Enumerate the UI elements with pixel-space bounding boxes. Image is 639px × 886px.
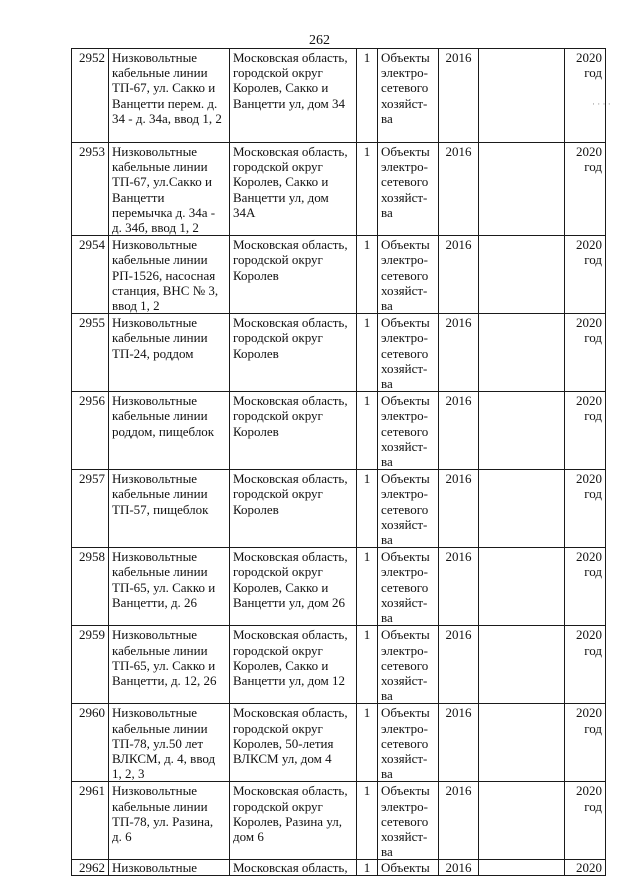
object-name: Низковольтные кабельные линии ТП-78, ул. Разина, д. 6 (109, 782, 230, 860)
year: 2016 (439, 860, 479, 876)
object-address: Московская область, городской округ Королев, Сакко и Ванцетти ул, дом 34 (230, 49, 357, 143)
quantity: 1 (357, 782, 378, 860)
quantity: 1 (357, 49, 378, 143)
object-category: Объекты электро-сетевого хозяйст-ва (378, 470, 439, 548)
row-number: 2962 (72, 860, 109, 876)
object-name: Низковольтные кабельные линии роддом, пищеблок (109, 392, 230, 470)
term: 2020 год (565, 314, 606, 392)
object-address: Московская область, городской округ Королев (230, 392, 357, 470)
year: 2016 (439, 236, 479, 314)
table-row (72, 782, 606, 860)
registry-table (71, 48, 606, 876)
term: 2020 год (565, 548, 606, 626)
table-row (72, 548, 606, 626)
object-address: Московская область, городской округ Королев (230, 470, 357, 548)
empty-cell (479, 704, 565, 782)
object-name: Низковольтные кабельные линии РП-1526, насосная станция, ВНС № 3, ввод 1, 2 (109, 236, 230, 314)
row-number: 2955 (72, 314, 109, 392)
term: 2020 год (565, 392, 606, 470)
table-row (72, 49, 606, 143)
quantity: 1 (357, 236, 378, 314)
table-row (72, 704, 606, 782)
row-number: 2952 (72, 49, 109, 143)
empty-cell (479, 782, 565, 860)
table-row (72, 143, 606, 236)
object-address: Московская область, городской округ Королев, Сакко и Ванцетти ул, дом 26 (230, 548, 357, 626)
object-category: Объекты электро-сетевого хозяйст-ва (378, 782, 439, 860)
empty-cell (479, 236, 565, 314)
year: 2016 (439, 548, 479, 626)
empty-cell (479, 143, 565, 236)
row-number: 2961 (72, 782, 109, 860)
table-row (72, 470, 606, 548)
object-category: Объекты электро-сетевого хозяйст-ва (378, 626, 439, 704)
quantity: 1 (357, 314, 378, 392)
object-name: Низковольтные кабельные линии ТП-65, ул. Сакко и Ванцетти, д. 26 (109, 548, 230, 626)
term: 2020 год (565, 704, 606, 782)
quantity: 1 (357, 626, 378, 704)
object-category: Объекты электро-сетевого хозяйст-ва (378, 704, 439, 782)
year: 2016 (439, 782, 479, 860)
term: 2020 год (565, 143, 606, 236)
quantity: 1 (357, 392, 378, 470)
empty-cell (479, 314, 565, 392)
table-row (72, 314, 606, 392)
object-address: Московская область, (230, 860, 357, 876)
table-row (72, 860, 606, 876)
term: 2020 год (565, 626, 606, 704)
object-category: Объекты (378, 860, 439, 876)
year: 2016 (439, 470, 479, 548)
row-number: 2956 (72, 392, 109, 470)
object-name: Низковольтные кабельные линии ТП-24, роддом (109, 314, 230, 392)
row-number: 2958 (72, 548, 109, 626)
object-name: Низковольтные кабельные линии ТП-65, ул. Сакко и Ванцетти, д. 12, 26 (109, 626, 230, 704)
quantity: 1 (357, 470, 378, 548)
table-row (72, 392, 606, 470)
row-number: 2960 (72, 704, 109, 782)
quantity: 1 (357, 548, 378, 626)
year: 2016 (439, 626, 479, 704)
page-number: 262 (309, 33, 330, 48)
object-category: Объекты электро-сетевого хозяйст-ва (378, 143, 439, 236)
row-number: 2957 (72, 470, 109, 548)
empty-cell (479, 49, 565, 143)
object-category: Объекты электро-сетевого хозяйст-ва (378, 236, 439, 314)
term: 2020 год (565, 470, 606, 548)
term: 2020 год (565, 236, 606, 314)
year: 2016 (439, 49, 479, 143)
quantity: 1 (357, 704, 378, 782)
table-row (72, 236, 606, 314)
year: 2016 (439, 704, 479, 782)
quantity: 1 (357, 143, 378, 236)
object-name: Низковольтные кабельные линии ТП-78, ул.50 лет ВЛКСМ, д. 4, ввод 1, 2, 3 (109, 704, 230, 782)
object-name: Низковольтные кабельные линии ТП-57, пищеблок (109, 470, 230, 548)
empty-cell (479, 860, 565, 876)
object-address: Московская область, городской округ Королев, 50-летия ВЛКСМ ул, дом 4 (230, 704, 357, 782)
object-address: Московская область, городской округ Королев (230, 314, 357, 392)
empty-cell (479, 548, 565, 626)
year: 2016 (439, 314, 479, 392)
term: 2020 (565, 860, 606, 876)
object-name: Низковольтные кабельные линии ТП-67, ул.Сакко и Ванцетти перемычка д. 34а - д. 34б, ввод 1, 2 (109, 143, 230, 236)
object-address: Московская область, городской округ Королев, Сакко и Ванцетти ул, дом 34А (230, 143, 357, 236)
registry-table-body (72, 49, 606, 876)
term: 2020 год (565, 49, 606, 143)
object-category: Объекты электро-сетевого хозяйст-ва (378, 49, 439, 143)
row-number: 2954 (72, 236, 109, 314)
object-address: Московская область, городской округ Королев, Сакко и Ванцетти ул, дом 12 (230, 626, 357, 704)
object-name: Низковольтные (109, 860, 230, 876)
object-name: Низковольтные кабельные линии ТП-67, ул. Сакко и Ванцетти перем. д. 34 - д. 34а, ввод 1, 2 (109, 49, 230, 143)
empty-cell (479, 626, 565, 704)
object-category: Объекты электро-сетевого хозяйст-ва (378, 548, 439, 626)
year: 2016 (439, 392, 479, 470)
empty-cell (479, 470, 565, 548)
empty-cell (479, 392, 565, 470)
row-number: 2953 (72, 143, 109, 236)
object-address: Московская область, городской округ Королев, Разина ул, дом 6 (230, 782, 357, 860)
object-address: Московская область, городской округ Королев (230, 236, 357, 314)
quantity: 1 (357, 860, 378, 876)
row-number: 2959 (72, 626, 109, 704)
year: 2016 (439, 143, 479, 236)
scan-artifact: · · · · (592, 99, 611, 109)
object-category: Объекты электро-сетевого хозяйст-ва (378, 392, 439, 470)
object-category: Объекты электро-сетевого хозяйст-ва (378, 314, 439, 392)
term: 2020 год (565, 782, 606, 860)
table-row (72, 626, 606, 704)
